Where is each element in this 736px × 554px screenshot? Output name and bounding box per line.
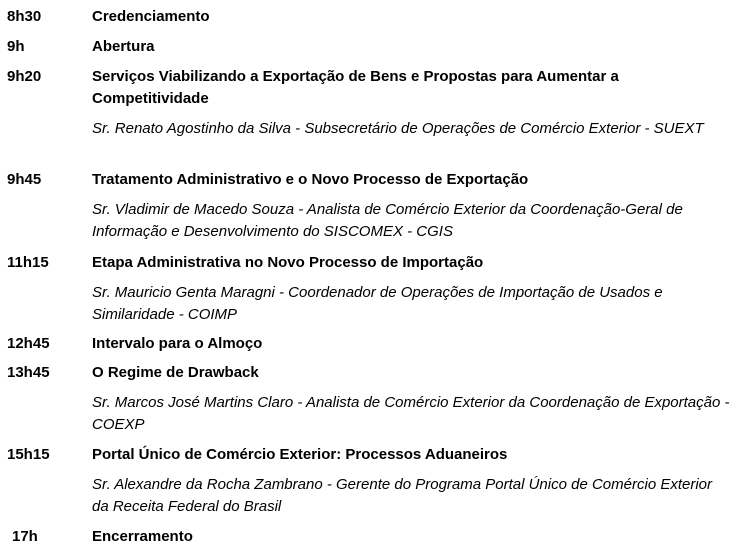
agenda-speaker: Sr. Marcos José Martins Claro - Analista de Comércio Exterior da Coordenação de Exportação - COEXP: [92, 394, 730, 433]
agenda-speaker: Sr. Renato Agostinho da Silva - Subsecretário de Operações de Comércio Exterior - SUEXT: [92, 120, 704, 137]
agenda-title: Intervalo para o Almoço: [92, 335, 263, 352]
agenda-time: 12h45: [7, 335, 50, 352]
agenda-title: Portal Único de Comércio Exterior: Processos Aduaneiros: [92, 446, 508, 463]
agenda-title: O Regime de Drawback: [92, 364, 259, 381]
agenda-time: 11h15: [7, 254, 49, 271]
agenda-time: 9h20: [7, 68, 42, 85]
agenda-title: Encerramento: [92, 528, 193, 545]
agenda-time: 8h30: [7, 8, 42, 25]
agenda-time: 15h15: [7, 446, 50, 463]
agenda-speaker: Sr. Alexandre da Rocha Zambrano - Gerente do Programa Portal Único de Comércio Exterior da Receita Federal do Brasil: [92, 476, 713, 515]
agenda-title: Abertura: [92, 38, 155, 55]
agenda-speaker: Sr. Mauricio Genta Maragni - Coordenador de Operações de Importação de Usados e Similaridade - COIMP: [92, 284, 663, 323]
agenda-title: Serviços Viabilizando a Exportação de Bens e Propostas para Aumentar a Competitividade: [92, 68, 619, 107]
agenda-time: 9h: [7, 38, 25, 55]
agenda-time: 17h: [12, 528, 38, 545]
agenda-title: Credenciamento: [92, 8, 210, 25]
agenda-title: Tratamento Administrativo e o Novo Processo de Exportação: [92, 171, 529, 188]
agenda-speaker: Sr. Vladimir de Macedo Souza - Analista de Comércio Exterior da Coordenação-Geral de Informação e Desenvolvimento do SISCOMEX - CGIS: [92, 201, 683, 240]
agenda-time: 13h45: [7, 364, 50, 381]
agenda-time: 9h45: [7, 171, 42, 188]
agenda-title: Etapa Administrativa no Novo Processo de Importação: [92, 254, 484, 271]
